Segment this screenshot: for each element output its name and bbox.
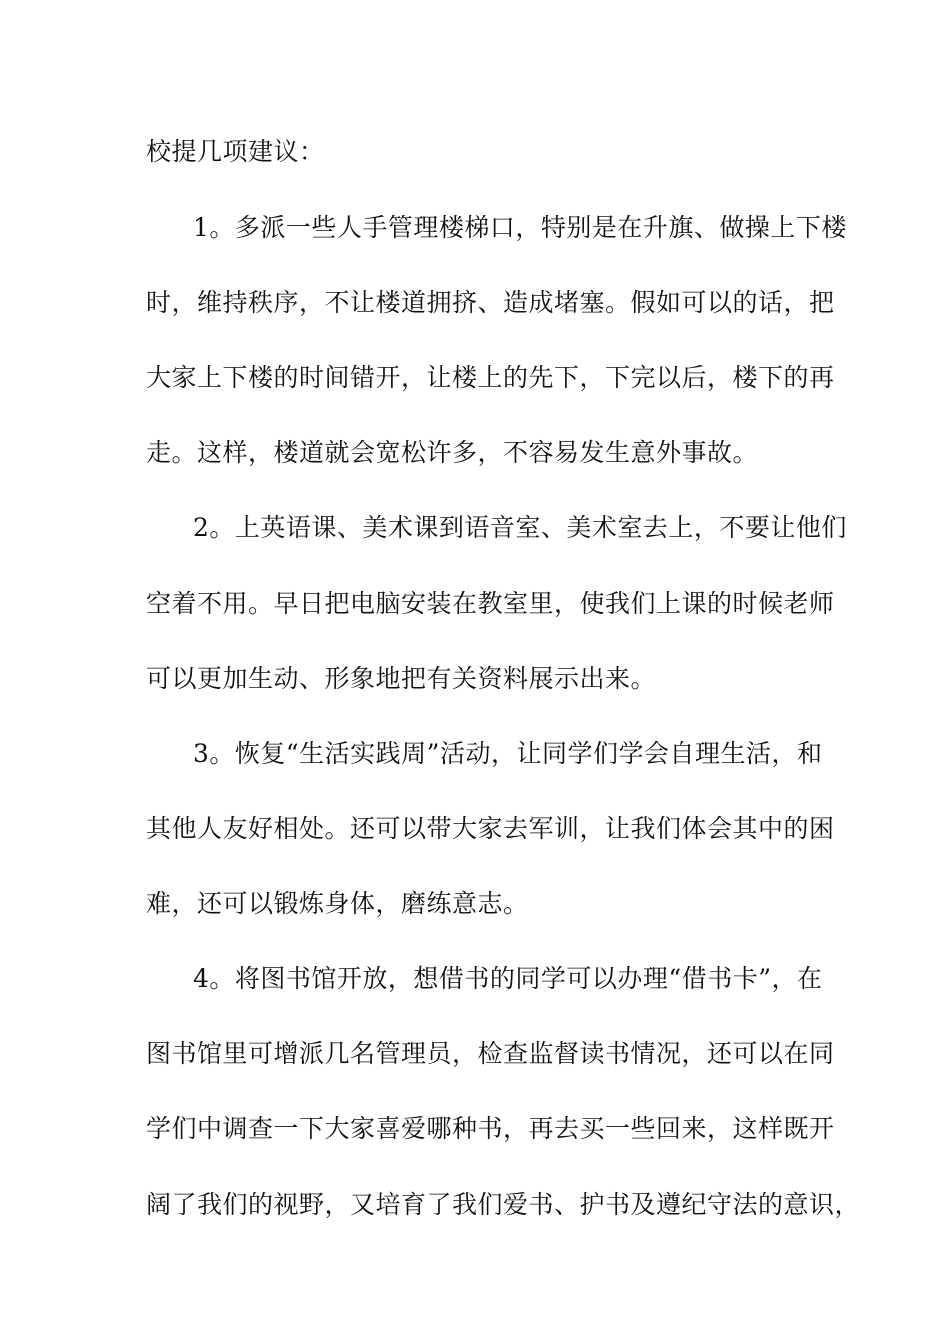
text-line: 1。多派一些人手管理楼梯口，特别是在升旗、做操上下楼 [193, 213, 847, 242]
text-line: 3。恢复“生活实践周”活动，让同学们学会自理生活，和 [193, 739, 823, 768]
text-line: 走。这样，楼道就会宽松许多，不容易发生意外事故。 [146, 438, 759, 467]
text-line: 2。上英语课、美术课到语音室、美术室去上，不要让他们 [193, 513, 847, 542]
text-line: 学们中调查一下大家喜爱哪种书，再去买一些回来，这样既开 [146, 1114, 835, 1143]
text-line: 大家上下楼的时间错开，让楼上的先下，下完以后，楼下的再 [146, 363, 835, 392]
text-line: 4。将图书馆开放，想借书的同学可以办理“借书卡”，在 [193, 964, 823, 993]
text-line: 空着不用。早日把电脑安装在教室里，使我们上课的时候老师 [146, 589, 835, 618]
text-line: 难，还可以锻炼身体，磨练意志。 [146, 889, 529, 918]
text-line: 时，维持秩序，不让楼道拥挤、造成堵塞。假如可以的话，把 [146, 288, 835, 317]
text-line: 可以更加生动、形象地把有关资料展示出来。 [146, 664, 657, 693]
text-line: 图书馆里可增派几名管理员，检查监督读书情况，还可以在同 [146, 1039, 835, 1068]
text-line: 其他人友好相处。还可以带大家去军训，让我们体会其中的困 [146, 814, 835, 843]
text-line: 阔了我们的视野，又培育了我们爱书、护书及遵纪守法的意识， [146, 1190, 861, 1219]
text-line: 校提几项建议： [146, 137, 325, 166]
